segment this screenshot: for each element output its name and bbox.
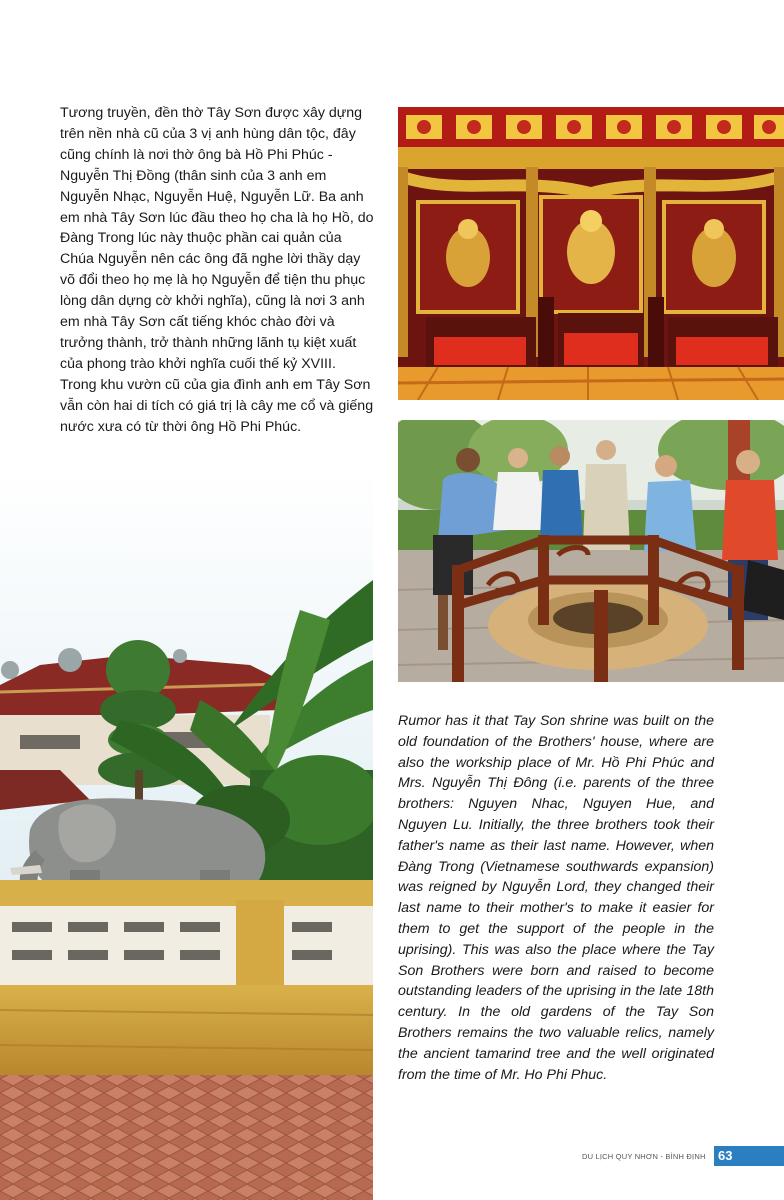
vietnamese-paragraph: Tương truyền, đền thờ Tây Sơn được xây dựng trên nền nhà cũ của 3 vị anh hùng dân tộc, đây cũng chính là nơi thờ ông bà Hồ Phi Phúc - Nguyễn Thị Đồng (thân sinh của 3 anh em Nguyễn Nhạc, Nguyễn Huệ, Nguyễn Lữ. Ba anh em nhà Tây Sơn lúc đầu theo họ cha là họ Hồ, do Đàng Trong lúc này thuộc phần cai quản của Chúa Nguyễn nên các ông đã nghe lời thầy dạy võ đổi theo họ mẹ là họ Nguyễn để tiện thu phục lòng dân dựng cờ khởi nghĩa), cũng là nơi 3 anh em nhà Tây Sơn cất tiếng khóc chào đời và trưởng thành, trở thành những lãnh tụ kiệt xuất của phong trào khởi nghĩa cuối thế kỷ XVIII. Trong khu vườn cũ của gia đình anh em Tây Sơn vẫn còn hai di tích có giá trị là cây me cổ và giếng nước xưa có từ thời ông Hồ Phi Phúc. (60, 105, 374, 435)
temple-elephant-photo (0, 470, 373, 1200)
ancient-well-photo (398, 420, 784, 682)
shrine-altar-photo (398, 107, 784, 400)
magazine-footer-caption: DU LỊCH QUY NHƠN - BÌNH ĐỊNH (582, 1152, 706, 1161)
page-number: 63 (718, 1148, 733, 1163)
english-paragraph: Rumor has it that Tay Son shrine was built on the old foundation of the Brothers' house, where are also the workship place of Mr. Hồ Phi Phúc and Mrs. Nguyễn Thị Đông (i.e. parents of the three brothers: Nguyen Nhac, Nguyen Hue, and Nguyen Lu. Initially, the three brothers took their father's name as their last name. However, when Đàng Trong (Vietnamese southwards expansion) was reigned by Nguyễn Lord, they changed their last name to their mother's to make it easier for them to get the support of the people in the uprising). This was also the place where the Tay Son Brothers were born and raised to become outstanding leaders of the uprising in the late 18th century. In the old gardens of the Tay Son Brothers remains the two valuable relics, namely the ancient tamarind tree and the well originated from the time of Mr. Ho Phi Phuc. (398, 713, 714, 1083)
